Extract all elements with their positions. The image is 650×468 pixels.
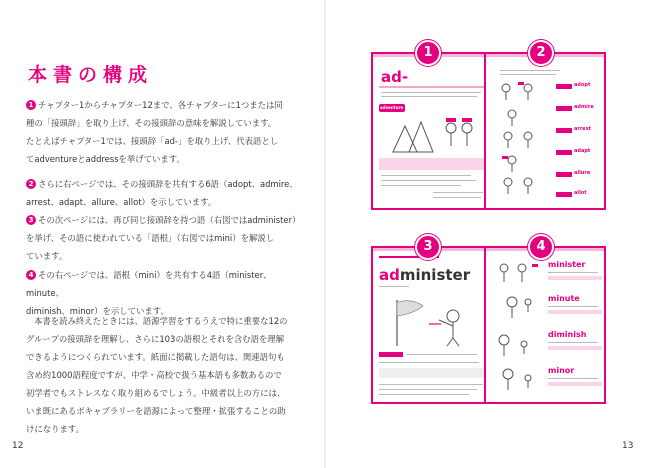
paragraph-summary: 本書を読み終えたときには、語源学習をするうえで特に重要な12の グループの接頭辞を理解し、さらに103の語根とそれを含む語を理解 できるようにつくられています。紙面に掲載した語句は、関連語句も 含め約1000語程度ですが、中学・高校で扱う基本語も多数あるので 初学者でもストレスなく取り組めるでしょう。中級者以上の方には、 いま既にあるボキャブラリーを語源によって整理・拡張することの助 けになります。 — [26, 316, 288, 434]
paragraph-4: 4 その右ページでは、語根（mini）を共有する4語（minister、minute、 diminish、minor）を示しています。 — [26, 270, 272, 316]
thumbnail-badge-1: 1 — [415, 40, 441, 66]
headword: ad- — [381, 68, 409, 86]
pyramids-illustration — [391, 114, 481, 154]
page-number-left: 12 — [12, 441, 24, 451]
paragraph-3: 3 その次ページには、再び同じ接頭辞を持つ語（右図ではadminister） を挙げ、その語に使われている「語根」（右図ではmini）を解説し ています。 — [26, 215, 301, 261]
thumbnail-4: minister minute diminish minor — [484, 246, 606, 404]
thumbnail-3 — [371, 246, 493, 404]
thumbnail-badge-3: 3 — [415, 234, 441, 260]
word-illustrations — [492, 80, 552, 206]
flag-illustration — [383, 296, 483, 348]
page-title: 本書の構成 — [28, 64, 154, 86]
page-number-right: 13 — [622, 441, 634, 451]
number-badge: 1 — [26, 100, 36, 110]
paragraph-1: 1 チャプター1からチャプター12まで、各チャプターに1つまたは同 種の「接頭辞」を取り上げ、その接頭辞の意味を解説しています。 たとえばチャプター1では、接頭辞「ad-」を取り上げ、代表語とし てadventureとaddressを挙げています。 — [26, 100, 283, 164]
paragraph-2: 2 さらに右ページでは、その接頭辞を共有する6語（adopt、admire、 arrest、adapt、allure、allot）を示しています。 — [26, 179, 298, 207]
number-badge: 2 — [26, 179, 36, 189]
thumbnail-badge-2: 2 — [528, 40, 554, 66]
number-badge: 3 — [26, 215, 36, 225]
headword: administer — [379, 266, 471, 284]
thumbnail-2: adopt admire arrest adapt allure allot — [484, 52, 606, 210]
root-illustrations — [492, 258, 544, 398]
keyword: adventure — [380, 105, 404, 110]
thumbnail-1 — [371, 52, 493, 210]
thumbnail-badge-4: 4 — [528, 234, 554, 260]
number-badge: 4 — [26, 270, 36, 280]
gutter — [324, 0, 326, 468]
